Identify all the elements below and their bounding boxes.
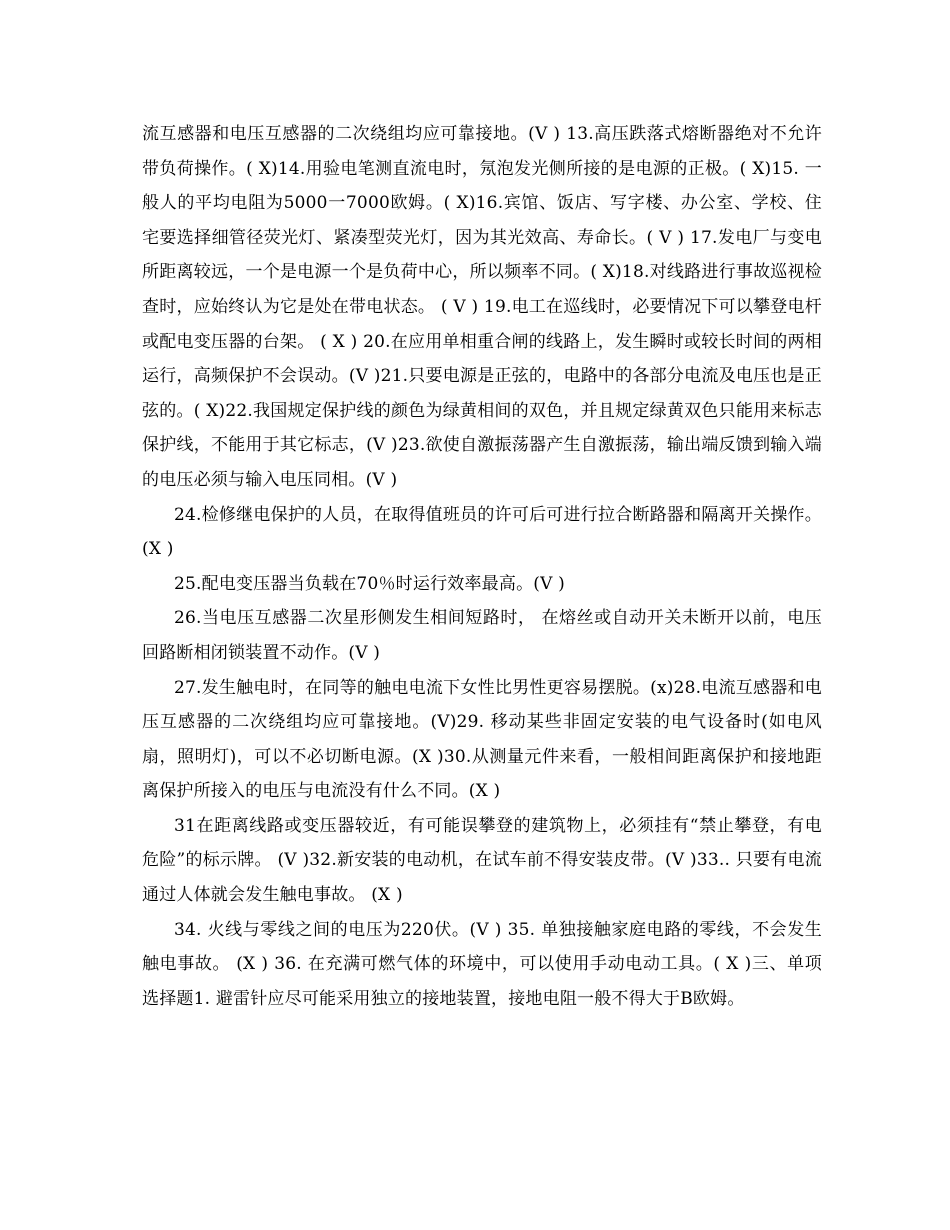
paragraph-4: 26.当电压互感器二次星形侧发生相间短路时， 在熔丝或自动开关未断开以前，电压回路断相闭锁装置不动作。(V ) [142,608,822,663]
paragraph-5: 27.发生触电时，在同等的触电电流下女性比男性更容易摆脱。(x)28.电流互感器和电压互感器的二次绕组均应可靠接地。(V)29. 移动某些非固定安装的电气设备时(如电风扇，照明灯)，可以不必切断电源。(X )30.从测量元件来看，一般相间距离保护和接地距离保护所接入的电压与电流没有什么不同。(X ) [142,677,822,802]
paragraph-1: 流互感器和电压互感器的二次绕组均应可靠接地。(V ) 13.高压跌落式熔断器绝对不允许带负荷操作。( X)14.用验电笔测直流电时，氖泡发光侧所接的是电源的正极。( X)15. 一般人的平均电阻为5000一7000欧姆。( X)16.宾馆、饭店、写字楼、办公室、学校、住宅要选择细管径荧光灯、紧凑型荧光灯，因为其光效高、寿命长。( V ) 17.发电厂与变电所距离较远，一个是电源一个是负荷中心，所以频率不同。( X)18.对线路进行事故巡视检查时，应始终认为它是处在带电状态。 ( V ) 19.电工在巡线时，必要情况下可以攀登电杆或配电变压器的台架。 ( X ) 20.在应用单相重合闸的线路上，发生瞬时或较长时间的两相运行，高频保护不会误动。(V )21.只要电源是正弦的，电路中的各部分电流及电压也是正弦的。( X)22.我国规定保护线的颜色为绿黄相间的双色，并且规定绿黄双色只能用来标志保护线，不能用于其它标志，(V )23.欲使自激振荡器产生自激振荡，输出端反馈到输入端的电压必须与输入电压同相。(V ) [142,124,822,490]
paragraph-6: 31在距离线路或变压器较近，有可能误攀登的建筑物上，必须挂有“禁止攀登，有电危险”的标示牌。 (V )32.新安装的电动机，在试车前不得安装皮带。(V )33.. 只要有电流通过人体就会发生触电事故。 (X ) [142,815,822,906]
paragraph-2: 24.检修继电保护的人员，在取得值班员的许可后可进行拉合断路器和隔离开关操作。(X ) [142,504,822,560]
paragraph-3: 25.配电变压器当负载在70％时运行效率最高。(V ) [174,573,566,594]
paragraph-7: 34. 火线与零线之间的电压为220伏。(V ) 35. 单独接触家庭电路的零线，不会发生触电事故。 (X ) 36. 在充满可燃气体的环境中，可以使用手动电动工具。( X )三、单项选择题1. 避雷针应尽可能采用独立的接地装置，接地电阻一般不得大于B欧姆。 [142,919,822,1009]
document-body [142,117,822,1016]
